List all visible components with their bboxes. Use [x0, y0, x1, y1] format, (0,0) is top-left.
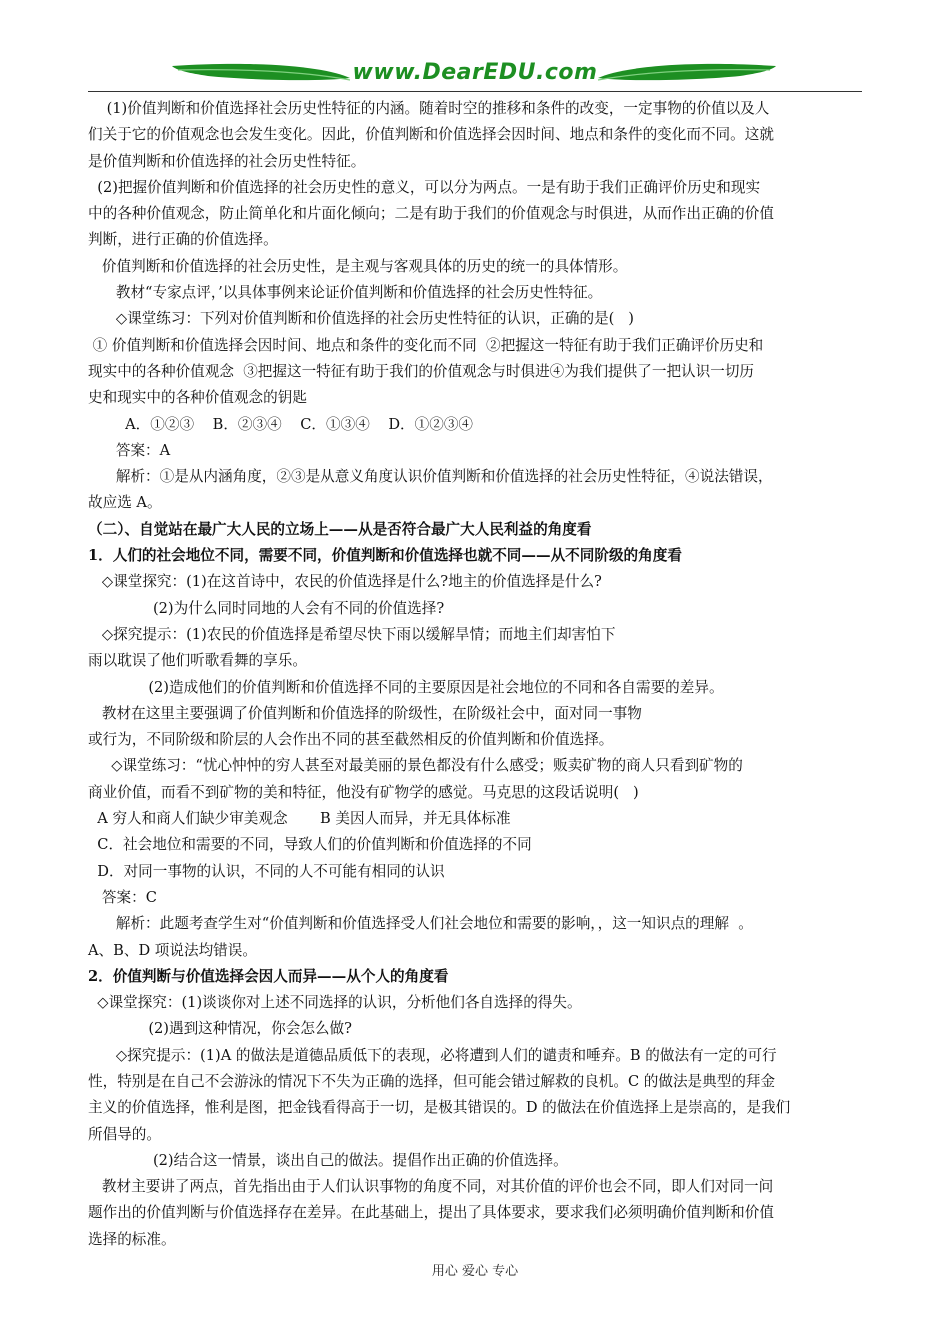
text-line: ◇探究提示：(1)A 的做法是道德品质低下的表现，必将遭到人们的谴责和唾弃。B 的做法有一定的可行 [88, 1046, 777, 1064]
text-line: (2)结合这一情景，谈出自己的做法。提倡作出正确的价值选择。 [88, 1151, 568, 1169]
text-line: 解析：此题考查学生对“价值判断和价值选择受人们社会地位和需要的影响，，这一知识点的理解 。 [88, 915, 753, 933]
document-body [88, 96, 866, 1253]
text-line: 商业价值，而看不到矿物的美和特征，他没有矿物学的感觉。马克思的这段话说明( ) [88, 783, 639, 801]
header-divider [88, 91, 862, 92]
text-line: 题作出的价值判断与价值选择存在差异。在此基础上，提出了具体要求，要求我们必须明确价值判断和价值 [88, 1204, 774, 1222]
text-line: (2)把握价值判断和价值选择的社会历史性的意义，可以分为两点。一是有助于我们正确评价历史和现实 [88, 178, 761, 196]
answer-line: 答案：A [88, 441, 171, 459]
text-line: ◇课堂探究：(1)谈谈你对上述不同选择的认识，分析他们各自选择的得失。 [88, 994, 582, 1012]
answer-option: D．对同一事物的认识，不同的人不可能有相同的认识 [88, 862, 445, 880]
text-line: 是价值判断和价值选择的社会历史性特征。 [88, 152, 366, 170]
exercise-question: ◇课堂练习：“忧心忡忡的穷人甚至对最美丽的景色都没有什么感受；贩卖矿物的商人只看到矿物的 [88, 757, 743, 775]
text-line: 们关于它的价值观念也会发生变化。因此，价值判断和价值选择会因时间、地点和条件的变化而不同。这就 [88, 126, 774, 144]
text-line: 史和现实中的各种价值观念的钥匙 [88, 389, 307, 407]
subsection-heading: 1．人们的社会地位不同，需要不同，价值判断和价值选择也就不同——从不同阶级的角度看 [88, 547, 682, 565]
text-line: 教材“专家点评，’以具体事例来论证价值判断和价值选择的社会历史性特征。 [88, 284, 603, 302]
text-line: 教材在这里主要强调了价值判断和价值选择的阶级性，在阶级社会中，面对同一事物 [88, 704, 642, 722]
text-line: 解析：①是从内涵角度，②③是从意义角度认识价值判断和价值选择的社会历史性特征，④说法错误， [88, 468, 773, 486]
text-line: 价值判断和价值选择的社会历史性，是主观与客观具体的历史的统一的具体情形。 [88, 257, 628, 275]
page-footer: 用心 爱心 专心 [431, 1264, 519, 1279]
text-line: ① 价值判断和价值选择会因时间、地点和条件的变化而不同 ②把握这一特征有助于我们正确评价历史和 [88, 336, 764, 354]
site-url[interactable]: www.DearEDU.com [352, 60, 598, 85]
text-line: (2)造成他们的价值判断和价值选择不同的主要原因是社会地位的不同和各自需要的差异。 [88, 678, 724, 696]
text-line: 主义的价值选择，惟利是图，把金钱看得高于一切，是极其错误的。D 的做法在价值选择上是崇高的，是我们 [88, 1099, 791, 1117]
text-line: 性，特别是在自己不会游泳的情况下不失为正确的选择，但可能会错过解救的良机。C 的做法是典型的拜金 [88, 1072, 776, 1090]
exercise-question: ◇课堂练习：下列对价值判断和价值选择的社会历史性特征的认识，正确的是( ) [88, 310, 634, 328]
text-line: 中的各种价值观念，防止简单化和片面化倾向；二是有助于我们的价值观念与时俱进，从而作出正确的价值 [88, 205, 774, 223]
page-header [88, 58, 862, 92]
text-line: 所倡导的。 [88, 1125, 161, 1143]
answer-line: 答案：C [88, 888, 157, 906]
text-line: (2)遇到这种情况，你会怎么做? [88, 1020, 352, 1038]
text-line: 判断，进行正确的价值选择。 [88, 231, 278, 249]
answer-option: A 穷人和商人们缺少审美观念 B 美因人而异，并无具体标准 [88, 810, 511, 828]
text-line: 故应选 A。 [88, 494, 162, 512]
text-line: ◇课堂探究：(1)在这首诗中，农民的价值选择是什么?地主的价值选择是什么? [88, 573, 602, 591]
text-line: (1)价值判断和价值选择社会历史性特征的内涵。随着时空的推移和条件的改变，一定事物的价值以及人 [88, 100, 770, 117]
text-line: (2)为什么同时同地的人会有不同的价值选择? [88, 599, 445, 617]
text-line: ◇探究提示：(1)农民的价值选择是希望尽快下雨以缓解旱情；而地主们却害怕下 [88, 625, 616, 643]
text-line: 或行为，不同阶级和阶层的人会作出不同的甚至截然相反的价值判断和价值选择。 [88, 731, 614, 749]
text-line: A、B、D 项说法均错误。 [88, 941, 257, 959]
section-heading: （二）、自觉站在最广大人民的立场上——从是否符合最广大人民利益的角度看 [88, 520, 592, 538]
text-line: 雨以耽误了他们听歌看舞的享乐。 [88, 652, 307, 670]
text-line: 现实中的各种价值观念 ③把握这一特征有助于我们的价值观念与时俱进④为我们提供了一把认识一切历 [88, 362, 755, 380]
answer-options: A．①②③ B．②③④ C．①③④ D．①②③④ [88, 415, 474, 433]
text-line: 选择的标准。 [88, 1230, 176, 1248]
subsection-heading: 2．价值判断与价值选择会因人而异——从个人的角度看 [88, 967, 449, 985]
text-line: 教材主要讲了两点，首先指出由于人们认识事物的角度不同，对其价值的评价也会不同，即人们对同一问 [88, 1178, 774, 1196]
answer-option: C．社会地位和需要的不同，导致人们的价值判断和价值选择的不同 [88, 836, 532, 854]
